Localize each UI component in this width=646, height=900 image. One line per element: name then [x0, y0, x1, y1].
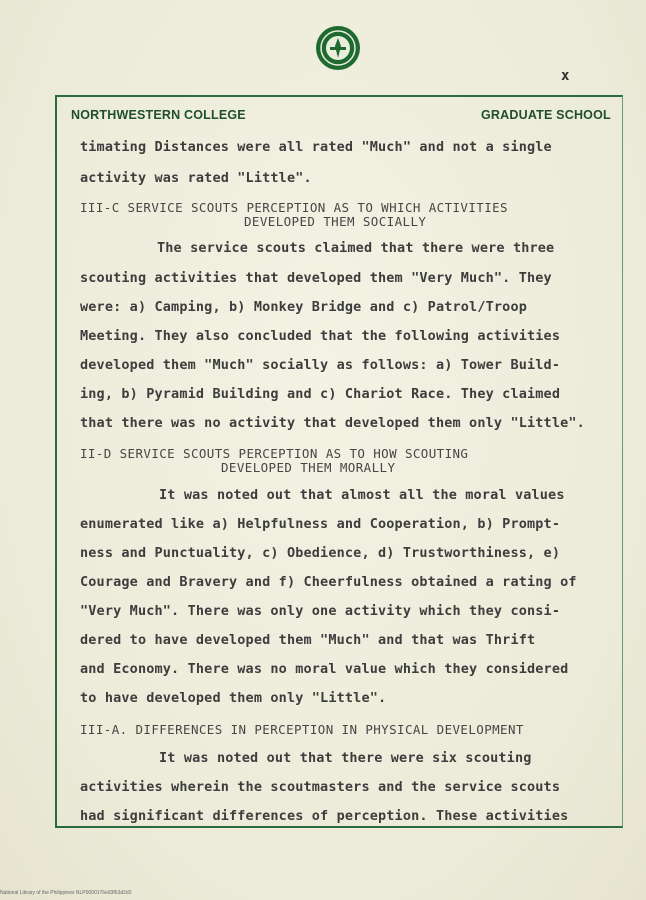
body-line: ing, b) Pyramid Building and c) Chariot Race. They claimed	[80, 386, 561, 402]
body-line: It was noted out that almost all the moral values	[159, 487, 565, 503]
section-heading-cont: DEVELOPED THEM MORALLY	[221, 460, 396, 475]
body-line: timating Distances were all rated "Much" and not a single	[80, 139, 552, 155]
body-line: that there was no activity that developed them only "Little".	[80, 415, 585, 431]
body-line: scouting activities that developed them "Very Much". They	[80, 270, 552, 286]
archive-footer: National Library of the Philippines NLP0000176e93f63d2d2	[0, 890, 132, 896]
body-line: Courage and Bravery and f) Cheerfulness obtained a rating of	[80, 574, 577, 590]
body-line: It was noted out that there were six scouting	[159, 750, 532, 766]
college-seal-icon	[315, 25, 361, 71]
body-line: activity was rated "Little".	[80, 170, 312, 186]
section-heading: II-D SERVICE SCOUTS PERCEPTION AS TO HOW SCOUTING	[80, 446, 469, 461]
page-number: x	[561, 68, 570, 84]
body-line: activities wherein the scoutmasters and the service scouts	[80, 779, 561, 795]
body-line: were: a) Camping, b) Monkey Bridge and c) Patrol/Troop	[80, 299, 527, 315]
body-line: enumerated like a) Helpfulness and Cooperation, b) Prompt-	[80, 516, 561, 532]
body-line: to have developed them only "Little".	[80, 690, 387, 706]
header-college-name: NORTHWESTERN COLLEGE	[71, 108, 246, 122]
body-line: developed them "Much" socially as follows: a) Tower Build-	[80, 357, 561, 373]
section-heading: III-C SERVICE SCOUTS PERCEPTION AS TO WHICH ACTIVITIES	[80, 200, 508, 215]
body-line: dered to have developed them "Much" and that was Thrift	[80, 632, 536, 648]
body-line: "Very Much". There was only one activity which they consi-	[80, 603, 561, 619]
header-graduate-school: GRADUATE SCHOOL	[481, 108, 611, 122]
body-line: Meeting. They also concluded that the following activities	[80, 328, 561, 344]
body-line: and Economy. There was no moral value which they considered	[80, 661, 569, 677]
body-line: had significant differences of perception. These activities	[80, 808, 569, 824]
body-line: The service scouts claimed that there were three	[157, 240, 555, 256]
body-line: ness and Punctuality, c) Obedience, d) Trustworthiness, e)	[80, 545, 561, 561]
section-heading: III-A. DIFFERENCES IN PERCEPTION IN PHYSICAL DEVELOPMENT	[80, 722, 524, 737]
section-heading-cont: DEVELOPED THEM SOCIALLY	[244, 214, 427, 229]
